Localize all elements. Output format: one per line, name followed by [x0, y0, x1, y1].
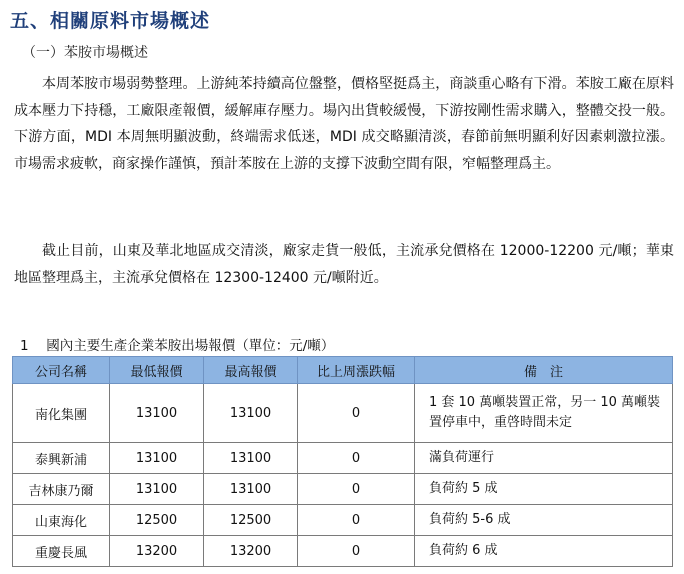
- cell-high-price: 13100: [204, 384, 298, 443]
- cell-weekly-change: 0: [298, 536, 415, 567]
- cell-note: 滿負荷運行: [415, 443, 673, 474]
- header-weekly-change: 比上周漲跌幅: [298, 357, 415, 384]
- paragraph-market-overview: 本周苯胺市場弱勢整理。上游純苯持續高位盤整，價格堅挺爲主，商談重心略有下滑。苯胺工廠在原料成本壓力下持穩，工廠限產報價，緩解庫存壓力。場內出貨較緩慢，下游按剛性需求購入，整體交投一般。下游方面，MDI 本周無明顯波動，終端需求低迷，MDI 成交略顯清淡，春節前無明顯利好因素刺激拉漲。市場需求疲軟，商家操作謹慎，預計苯胺在上游的支撐下波動空間有限，窄幅整理爲主。: [14, 76, 674, 172]
- table-header-row: [13, 357, 673, 384]
- header-high-price: 最高報價: [204, 357, 298, 384]
- cell-high-price: 13100: [204, 474, 298, 505]
- cell-note: 1 套 10 萬噸裝置正常，另一 10 萬噸裝置停車中，重啓時間未定: [415, 384, 673, 443]
- header-note: 備 注: [415, 357, 673, 384]
- cell-weekly-change: 0: [298, 443, 415, 474]
- cell-high-price: 13200: [204, 536, 298, 567]
- cell-weekly-change: 0: [298, 384, 415, 443]
- subsection-title: （一）苯胺市場概述: [22, 45, 148, 61]
- cell-low-price: 13100: [110, 443, 204, 474]
- cell-note: 負荷約 5-6 成: [415, 505, 673, 536]
- paragraph-regional-prices: 截止目前，山東及華北地區成交清淡，廠家走貨一般低，主流承兌價格在 12000-12200 元/噸；華東地區整理爲主，主流承兌價格在 12300-12400 元/噸附近。: [14, 243, 674, 286]
- cell-note: 負荷約 6 成: [415, 536, 673, 567]
- cell-company: 山東海化: [13, 505, 110, 536]
- cell-high-price: 12500: [204, 505, 298, 536]
- cell-low-price: 13100: [110, 384, 204, 443]
- table-row: [13, 505, 673, 536]
- table-row: [13, 536, 673, 567]
- cell-company: 南化集團: [13, 384, 110, 443]
- cell-company: 吉林康乃爾: [13, 474, 110, 505]
- cell-weekly-change: 0: [298, 474, 415, 505]
- table-row: [13, 443, 673, 474]
- price-table: [12, 356, 673, 567]
- cell-note: 負荷約 5 成: [415, 474, 673, 505]
- table-caption-text: 國內主要生產企業苯胺出場報價（單位：元/噸）: [46, 338, 335, 354]
- table-caption-number: 1: [20, 338, 29, 354]
- header-company: 公司名稱: [13, 357, 110, 384]
- cell-high-price: 13100: [204, 443, 298, 474]
- cell-weekly-change: 0: [298, 505, 415, 536]
- cell-company: 重慶長風: [13, 536, 110, 567]
- table-row: [13, 474, 673, 505]
- cell-low-price: 13100: [110, 474, 204, 505]
- cell-company: 泰興新浦: [13, 443, 110, 474]
- table-caption: [20, 334, 334, 354]
- cell-low-price: 13200: [110, 536, 204, 567]
- cell-low-price: 12500: [110, 505, 204, 536]
- table-row: [13, 384, 673, 443]
- section-title: 五、相關原料市場概述: [10, 10, 211, 32]
- header-low-price: 最低報價: [110, 357, 204, 384]
